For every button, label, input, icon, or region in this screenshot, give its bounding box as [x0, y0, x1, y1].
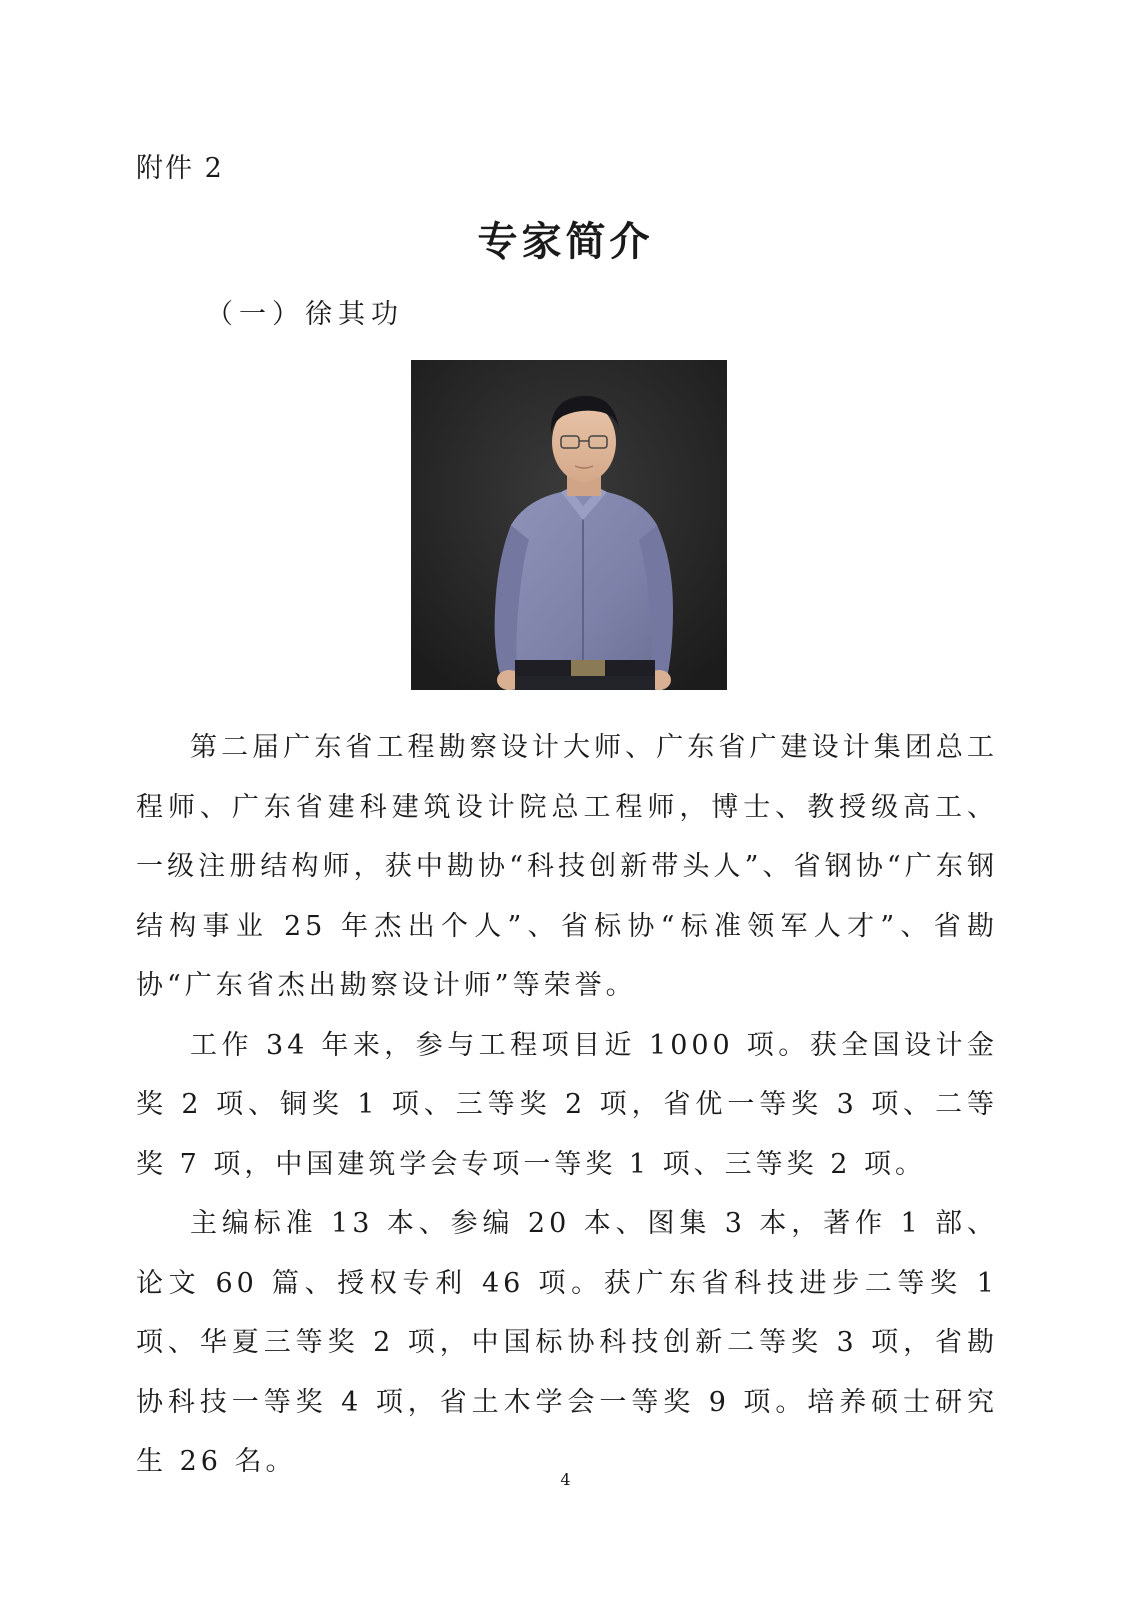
expert-biography	[136, 718, 998, 1492]
attachment-label: 附件 2	[136, 153, 224, 184]
bio-paragraph-honors: 第二届广东省工程勘察设计大师、广东省广建设计集团总工程师、广东省建科建筑设计院总工程师，博士、教授级高工、一级注册结构师，获中勘协“科技创新带头人”、省钢协“广东钢结构事业 25 年杰出个人”、省标协“标准领军人才”、省勘协“广东省杰出勘察设计师”等荣誉。	[136, 732, 998, 1001]
page-title: 专家简介	[477, 218, 654, 265]
expert-name-heading: （一）徐其功	[206, 299, 404, 330]
expert-portrait-photo	[411, 360, 727, 690]
page-number: 4	[560, 1470, 571, 1489]
bio-paragraph-publications: 主编标准 13 本、参编 20 本、图集 3 本，著作 1 部、论文 60 篇、授权专利 46 项。获广东省科技进步二等奖 1 项、华夏三等奖 2 项，中国标协科技创新二等奖 3 项，省勘协科技一等奖 4 项，省土木学会一等奖 9 项。培养硕士研究生 26 名。	[136, 1208, 998, 1477]
bio-paragraph-projects: 工作 34 年来，参与工程项目近 1000 项。获全国设计金奖 2 项、铜奖 1 项、三等奖 2 项，省优一等奖 3 项、二等奖 7 项，中国建筑学会专项一等奖 1 项、三等奖 2 项。	[136, 1029, 998, 1180]
